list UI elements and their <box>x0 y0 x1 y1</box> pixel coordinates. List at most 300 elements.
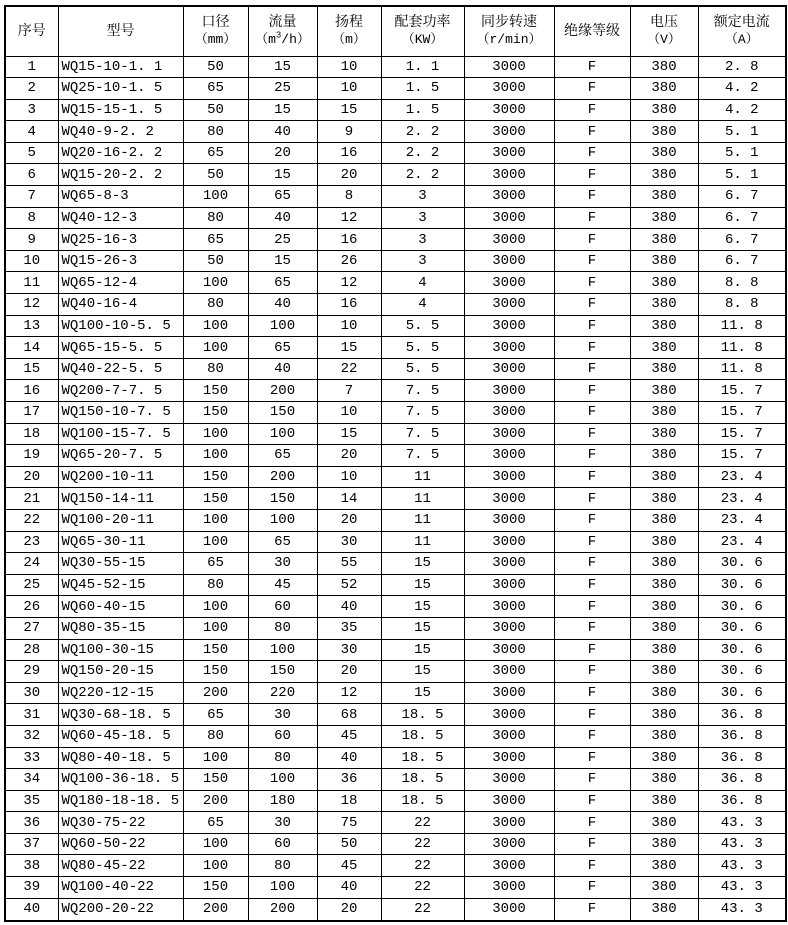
cell-diameter_mm: 100 <box>183 531 248 553</box>
cell-insulation: F <box>554 704 630 726</box>
cell-flow_m3h: 15 <box>248 99 317 121</box>
column-title: 同步转速 <box>481 14 537 31</box>
cell-current_a: 6. 7 <box>698 250 786 272</box>
cell-diameter_mm: 100 <box>183 833 248 855</box>
cell-current_a: 43. 3 <box>698 877 786 899</box>
cell-power_kw: 15 <box>381 617 464 639</box>
cell-current_a: 36. 8 <box>698 790 786 812</box>
cell-speed_rpm: 3000 <box>464 423 554 445</box>
table-row <box>5 747 786 769</box>
cell-flow_m3h: 65 <box>248 337 317 359</box>
cell-flow_m3h: 30 <box>248 812 317 834</box>
cell-model: WQ100-10-5. 5 <box>58 315 183 337</box>
cell-power_kw: 3 <box>381 250 464 272</box>
cell-power_kw: 18. 5 <box>381 747 464 769</box>
column-header-serial <box>5 6 58 56</box>
cell-voltage_v: 380 <box>630 747 698 769</box>
cell-flow_m3h: 200 <box>248 898 317 921</box>
cell-voltage_v: 380 <box>630 812 698 834</box>
cell-insulation: F <box>554 769 630 791</box>
cell-speed_rpm: 3000 <box>464 78 554 100</box>
cell-flow_m3h: 65 <box>248 531 317 553</box>
cell-power_kw: 5. 5 <box>381 358 464 380</box>
cell-model: WQ80-40-18. 5 <box>58 747 183 769</box>
cell-insulation: F <box>554 466 630 488</box>
cell-diameter_mm: 100 <box>183 509 248 531</box>
cell-diameter_mm: 100 <box>183 423 248 445</box>
cell-serial: 1 <box>5 56 58 78</box>
cell-power_kw: 11 <box>381 509 464 531</box>
cell-head_m: 12 <box>317 207 381 229</box>
column-header-current_a <box>698 6 786 56</box>
cell-speed_rpm: 3000 <box>464 574 554 596</box>
cell-current_a: 36. 8 <box>698 704 786 726</box>
cell-flow_m3h: 100 <box>248 423 317 445</box>
column-title: 配套功率 <box>394 14 451 31</box>
cell-power_kw: 3 <box>381 207 464 229</box>
cell-insulation: F <box>554 682 630 704</box>
cell-speed_rpm: 3000 <box>464 898 554 921</box>
cell-head_m: 50 <box>317 833 381 855</box>
cell-model: WQ25-10-1. 5 <box>58 78 183 100</box>
cell-power_kw: 7. 5 <box>381 380 464 402</box>
cell-model: WQ65-8-3 <box>58 186 183 208</box>
cell-flow_m3h: 40 <box>248 358 317 380</box>
cell-head_m: 45 <box>317 725 381 747</box>
cell-voltage_v: 380 <box>630 337 698 359</box>
cell-speed_rpm: 3000 <box>464 596 554 618</box>
cell-model: WQ100-40-22 <box>58 877 183 899</box>
cell-diameter_mm: 150 <box>183 769 248 791</box>
cell-flow_m3h: 150 <box>248 488 317 510</box>
cell-head_m: 8 <box>317 186 381 208</box>
cell-power_kw: 11 <box>381 488 464 510</box>
cell-voltage_v: 380 <box>630 358 698 380</box>
cell-speed_rpm: 3000 <box>464 488 554 510</box>
cell-speed_rpm: 3000 <box>464 466 554 488</box>
cell-current_a: 43. 3 <box>698 855 786 877</box>
cell-speed_rpm: 3000 <box>464 769 554 791</box>
cell-current_a: 15. 7 <box>698 380 786 402</box>
cell-insulation: F <box>554 142 630 164</box>
cell-current_a: 43. 3 <box>698 812 786 834</box>
cell-speed_rpm: 3000 <box>464 877 554 899</box>
cell-flow_m3h: 60 <box>248 833 317 855</box>
cell-speed_rpm: 3000 <box>464 315 554 337</box>
column-title: 口径 <box>201 14 230 31</box>
cell-flow_m3h: 220 <box>248 682 317 704</box>
cell-model: WQ100-15-7. 5 <box>58 423 183 445</box>
cell-serial: 30 <box>5 682 58 704</box>
cell-voltage_v: 380 <box>630 639 698 661</box>
cell-diameter_mm: 65 <box>183 142 248 164</box>
column-header-model <box>58 6 183 56</box>
cell-power_kw: 18. 5 <box>381 725 464 747</box>
table-row <box>5 250 786 272</box>
cell-serial: 13 <box>5 315 58 337</box>
cell-diameter_mm: 80 <box>183 121 248 143</box>
cell-insulation: F <box>554 574 630 596</box>
cell-current_a: 15. 7 <box>698 423 786 445</box>
cell-current_a: 30. 6 <box>698 682 786 704</box>
cell-head_m: 18 <box>317 790 381 812</box>
cell-diameter_mm: 150 <box>183 466 248 488</box>
cell-head_m: 14 <box>317 488 381 510</box>
cell-diameter_mm: 150 <box>183 877 248 899</box>
cell-voltage_v: 380 <box>630 553 698 575</box>
cell-voltage_v: 380 <box>630 596 698 618</box>
cell-flow_m3h: 40 <box>248 207 317 229</box>
cell-diameter_mm: 65 <box>183 704 248 726</box>
table-row <box>5 898 786 921</box>
cell-current_a: 5. 1 <box>698 142 786 164</box>
table-row <box>5 812 786 834</box>
cell-model: WQ100-30-15 <box>58 639 183 661</box>
cell-power_kw: 15 <box>381 682 464 704</box>
cell-speed_rpm: 3000 <box>464 833 554 855</box>
cell-voltage_v: 380 <box>630 704 698 726</box>
cell-power_kw: 18. 5 <box>381 790 464 812</box>
cell-voltage_v: 380 <box>630 294 698 316</box>
cell-serial: 9 <box>5 229 58 251</box>
table-row <box>5 380 786 402</box>
pump-spec-table <box>4 5 787 922</box>
cell-serial: 7 <box>5 186 58 208</box>
cell-serial: 21 <box>5 488 58 510</box>
cell-head_m: 36 <box>317 769 381 791</box>
table-row <box>5 315 786 337</box>
table-row <box>5 553 786 575</box>
table-row <box>5 358 786 380</box>
cell-flow_m3h: 60 <box>248 725 317 747</box>
cell-speed_rpm: 3000 <box>464 380 554 402</box>
cell-current_a: 30. 6 <box>698 639 786 661</box>
cell-serial: 27 <box>5 617 58 639</box>
cell-power_kw: 11 <box>381 531 464 553</box>
cell-serial: 32 <box>5 725 58 747</box>
cell-diameter_mm: 65 <box>183 553 248 575</box>
pump-spec-table-container <box>4 5 787 922</box>
cell-model: WQ80-35-15 <box>58 617 183 639</box>
cell-serial: 37 <box>5 833 58 855</box>
table-row <box>5 207 786 229</box>
column-header-speed_rpm <box>464 6 554 56</box>
cell-speed_rpm: 3000 <box>464 142 554 164</box>
cell-model: WQ15-15-1. 5 <box>58 99 183 121</box>
cell-model: WQ15-10-1. 1 <box>58 56 183 78</box>
cell-flow_m3h: 80 <box>248 855 317 877</box>
cell-current_a: 5. 1 <box>698 164 786 186</box>
cell-serial: 36 <box>5 812 58 834</box>
cell-speed_rpm: 3000 <box>464 337 554 359</box>
cell-voltage_v: 380 <box>630 99 698 121</box>
table-row <box>5 704 786 726</box>
cell-speed_rpm: 3000 <box>464 294 554 316</box>
cell-insulation: F <box>554 617 630 639</box>
cell-flow_m3h: 40 <box>248 294 317 316</box>
cell-voltage_v: 380 <box>630 229 698 251</box>
cell-head_m: 35 <box>317 617 381 639</box>
cell-head_m: 75 <box>317 812 381 834</box>
cell-current_a: 23. 4 <box>698 488 786 510</box>
cell-head_m: 30 <box>317 639 381 661</box>
column-unit: （KW） <box>401 31 444 47</box>
cell-diameter_mm: 100 <box>183 617 248 639</box>
cell-current_a: 43. 3 <box>698 833 786 855</box>
cell-voltage_v: 380 <box>630 488 698 510</box>
cell-flow_m3h: 20 <box>248 142 317 164</box>
table-row <box>5 142 786 164</box>
cell-speed_rpm: 3000 <box>464 855 554 877</box>
cell-voltage_v: 380 <box>630 423 698 445</box>
table-row <box>5 78 786 100</box>
cell-power_kw: 15 <box>381 553 464 575</box>
cell-power_kw: 2. 2 <box>381 121 464 143</box>
cell-model: WQ220-12-15 <box>58 682 183 704</box>
cell-flow_m3h: 200 <box>248 380 317 402</box>
cell-head_m: 7 <box>317 380 381 402</box>
cell-flow_m3h: 40 <box>248 121 317 143</box>
table-row <box>5 596 786 618</box>
cell-current_a: 36. 8 <box>698 769 786 791</box>
column-header-head_m <box>317 6 381 56</box>
cell-diameter_mm: 100 <box>183 272 248 294</box>
unit-superscript: 3 <box>275 30 282 41</box>
cell-current_a: 30. 6 <box>698 596 786 618</box>
cell-speed_rpm: 3000 <box>464 250 554 272</box>
cell-model: WQ40-16-4 <box>58 294 183 316</box>
cell-voltage_v: 380 <box>630 509 698 531</box>
cell-power_kw: 1. 5 <box>381 99 464 121</box>
cell-diameter_mm: 150 <box>183 661 248 683</box>
cell-diameter_mm: 100 <box>183 186 248 208</box>
cell-power_kw: 5. 5 <box>381 337 464 359</box>
cell-flow_m3h: 45 <box>248 574 317 596</box>
column-header-diameter_mm <box>183 6 248 56</box>
cell-model: WQ40-9-2. 2 <box>58 121 183 143</box>
cell-serial: 18 <box>5 423 58 445</box>
cell-power_kw: 1. 1 <box>381 56 464 78</box>
cell-current_a: 43. 3 <box>698 898 786 921</box>
cell-head_m: 52 <box>317 574 381 596</box>
cell-serial: 40 <box>5 898 58 921</box>
cell-diameter_mm: 100 <box>183 596 248 618</box>
cell-insulation: F <box>554 294 630 316</box>
cell-head_m: 45 <box>317 855 381 877</box>
cell-serial: 24 <box>5 553 58 575</box>
cell-serial: 29 <box>5 661 58 683</box>
cell-current_a: 23. 4 <box>698 466 786 488</box>
table-row <box>5 855 786 877</box>
cell-diameter_mm: 100 <box>183 315 248 337</box>
cell-insulation: F <box>554 553 630 575</box>
cell-power_kw: 22 <box>381 898 464 921</box>
cell-current_a: 23. 4 <box>698 531 786 553</box>
cell-power_kw: 15 <box>381 661 464 683</box>
cell-speed_rpm: 3000 <box>464 229 554 251</box>
cell-insulation: F <box>554 207 630 229</box>
cell-voltage_v: 380 <box>630 725 698 747</box>
cell-speed_rpm: 3000 <box>464 509 554 531</box>
column-title: 型号 <box>106 22 135 39</box>
cell-head_m: 40 <box>317 596 381 618</box>
cell-insulation: F <box>554 250 630 272</box>
cell-head_m: 15 <box>317 99 381 121</box>
cell-head_m: 20 <box>317 445 381 467</box>
cell-serial: 12 <box>5 294 58 316</box>
cell-current_a: 23. 4 <box>698 509 786 531</box>
cell-flow_m3h: 150 <box>248 402 317 424</box>
cell-insulation: F <box>554 272 630 294</box>
cell-diameter_mm: 100 <box>183 337 248 359</box>
cell-serial: 34 <box>5 769 58 791</box>
table-row <box>5 639 786 661</box>
cell-current_a: 30. 6 <box>698 574 786 596</box>
cell-flow_m3h: 200 <box>248 466 317 488</box>
cell-voltage_v: 380 <box>630 661 698 683</box>
cell-insulation: F <box>554 380 630 402</box>
cell-model: WQ15-20-2. 2 <box>58 164 183 186</box>
cell-serial: 25 <box>5 574 58 596</box>
cell-power_kw: 2. 2 <box>381 164 464 186</box>
column-header-flow_m3h <box>248 6 317 56</box>
cell-serial: 26 <box>5 596 58 618</box>
cell-current_a: 15. 7 <box>698 445 786 467</box>
cell-flow_m3h: 180 <box>248 790 317 812</box>
cell-speed_rpm: 3000 <box>464 812 554 834</box>
cell-model: WQ45-52-15 <box>58 574 183 596</box>
table-row <box>5 164 786 186</box>
cell-model: WQ60-40-15 <box>58 596 183 618</box>
cell-head_m: 22 <box>317 358 381 380</box>
cell-speed_rpm: 3000 <box>464 747 554 769</box>
cell-diameter_mm: 100 <box>183 747 248 769</box>
table-row <box>5 725 786 747</box>
cell-flow_m3h: 150 <box>248 661 317 683</box>
cell-current_a: 6. 7 <box>698 207 786 229</box>
cell-insulation: F <box>554 877 630 899</box>
cell-insulation: F <box>554 164 630 186</box>
cell-voltage_v: 380 <box>630 56 698 78</box>
cell-head_m: 9 <box>317 121 381 143</box>
cell-head_m: 15 <box>317 423 381 445</box>
cell-model: WQ65-30-11 <box>58 531 183 553</box>
table-row <box>5 402 786 424</box>
cell-model: WQ30-55-15 <box>58 553 183 575</box>
cell-current_a: 8. 8 <box>698 294 786 316</box>
cell-current_a: 15. 7 <box>698 402 786 424</box>
table-row <box>5 877 786 899</box>
cell-serial: 20 <box>5 466 58 488</box>
cell-serial: 33 <box>5 747 58 769</box>
cell-insulation: F <box>554 833 630 855</box>
cell-model: WQ80-45-22 <box>58 855 183 877</box>
table-row <box>5 617 786 639</box>
cell-insulation: F <box>554 488 630 510</box>
table-row <box>5 272 786 294</box>
column-unit: （r/min） <box>476 31 542 47</box>
cell-speed_rpm: 3000 <box>464 790 554 812</box>
table-body <box>5 56 786 921</box>
cell-insulation: F <box>554 531 630 553</box>
cell-head_m: 20 <box>317 661 381 683</box>
table-row <box>5 121 786 143</box>
cell-current_a: 4. 2 <box>698 78 786 100</box>
cell-head_m: 20 <box>317 898 381 921</box>
cell-serial: 23 <box>5 531 58 553</box>
cell-diameter_mm: 200 <box>183 898 248 921</box>
table-row <box>5 509 786 531</box>
cell-flow_m3h: 25 <box>248 229 317 251</box>
cell-insulation: F <box>554 78 630 100</box>
cell-voltage_v: 380 <box>630 833 698 855</box>
table-row <box>5 445 786 467</box>
cell-voltage_v: 380 <box>630 78 698 100</box>
cell-model: WQ65-20-7. 5 <box>58 445 183 467</box>
cell-power_kw: 1. 5 <box>381 78 464 100</box>
cell-model: WQ60-50-22 <box>58 833 183 855</box>
cell-model: WQ40-12-3 <box>58 207 183 229</box>
cell-model: WQ150-10-7. 5 <box>58 402 183 424</box>
table-row <box>5 56 786 78</box>
cell-current_a: 11. 8 <box>698 337 786 359</box>
cell-diameter_mm: 65 <box>183 229 248 251</box>
cell-diameter_mm: 50 <box>183 164 248 186</box>
cell-diameter_mm: 65 <box>183 812 248 834</box>
cell-power_kw: 15 <box>381 639 464 661</box>
table-row <box>5 790 786 812</box>
cell-power_kw: 7. 5 <box>381 423 464 445</box>
column-title: 电压 <box>650 14 678 31</box>
cell-flow_m3h: 80 <box>248 617 317 639</box>
cell-insulation: F <box>554 747 630 769</box>
cell-serial: 31 <box>5 704 58 726</box>
cell-voltage_v: 380 <box>630 898 698 921</box>
cell-voltage_v: 380 <box>630 380 698 402</box>
cell-serial: 28 <box>5 639 58 661</box>
cell-power_kw: 22 <box>381 833 464 855</box>
cell-speed_rpm: 3000 <box>464 617 554 639</box>
cell-flow_m3h: 100 <box>248 315 317 337</box>
cell-diameter_mm: 80 <box>183 725 248 747</box>
cell-model: WQ150-14-11 <box>58 488 183 510</box>
cell-power_kw: 11 <box>381 466 464 488</box>
cell-voltage_v: 380 <box>630 186 698 208</box>
cell-head_m: 12 <box>317 682 381 704</box>
cell-head_m: 40 <box>317 747 381 769</box>
cell-speed_rpm: 3000 <box>464 682 554 704</box>
column-unit: （A） <box>724 31 759 47</box>
cell-serial: 15 <box>5 358 58 380</box>
cell-serial: 3 <box>5 99 58 121</box>
cell-head_m: 16 <box>317 229 381 251</box>
cell-head_m: 40 <box>317 877 381 899</box>
cell-current_a: 8. 8 <box>698 272 786 294</box>
table-row <box>5 294 786 316</box>
cell-voltage_v: 380 <box>630 402 698 424</box>
table-row <box>5 186 786 208</box>
cell-insulation: F <box>554 186 630 208</box>
cell-voltage_v: 380 <box>630 531 698 553</box>
cell-insulation: F <box>554 509 630 531</box>
column-header-voltage_v <box>630 6 698 56</box>
cell-current_a: 36. 8 <box>698 725 786 747</box>
cell-flow_m3h: 80 <box>248 747 317 769</box>
cell-model: WQ200-20-22 <box>58 898 183 921</box>
column-title: 扬程 <box>335 14 363 31</box>
cell-serial: 5 <box>5 142 58 164</box>
cell-serial: 19 <box>5 445 58 467</box>
